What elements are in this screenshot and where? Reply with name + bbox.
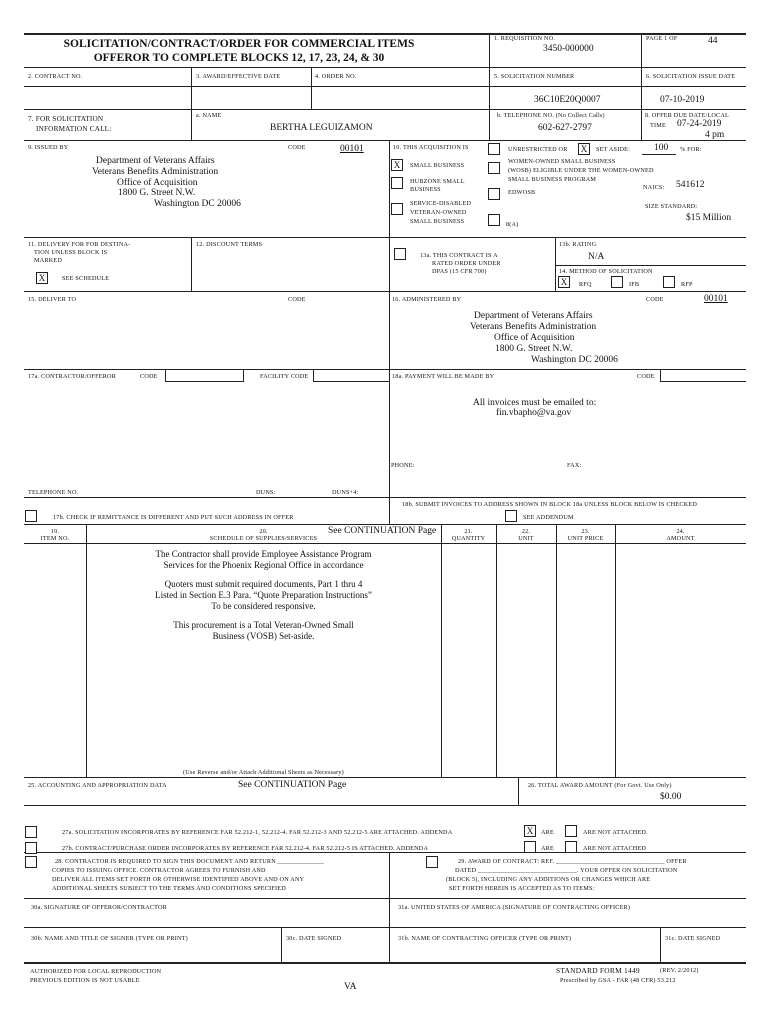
delivery-fob-label-3: MARKED: [34, 257, 63, 264]
clause-28-checkbox[interactable]: [25, 856, 37, 868]
issued-line4: 1800 G. Street N.W.: [118, 188, 196, 198]
submit-invoices-label: 18b. SUBMIT INVOICES TO ADDRESS SHOWN IN BLOCK 18a UNLESS BLOCK BELOW IS CHECKED: [402, 501, 698, 508]
clause-29-line1: 29. AWARD OF CONTRACT: REF. _________________________________ OFFER: [458, 858, 687, 865]
clause-28-line4: ADDITIONAL SHEETS SUBJECT TO THE TERMS AND CONDITIONS SPECIFIED: [52, 885, 286, 892]
setaside-label: SET ASIDE:: [596, 146, 631, 153]
rated-order-label-2: RATED ORDER UNDER: [432, 260, 501, 267]
footer-authorized: AUTHORIZED FOR LOCAL REPRODUCTION: [30, 968, 162, 975]
clause-29-line3: (BLOCK 5), INCLUDING ANY ADDITIONS OR CHANGES WHICH ARE: [446, 876, 651, 883]
rating-label: 13b. RATING: [559, 241, 597, 248]
invoice-instructions: All invoices must be emailed to:: [473, 398, 597, 408]
footer-prescribed: Prescribed by GSA - FAR (48 CFR) 53.212: [560, 977, 676, 984]
signature-co-label: 31a. UNITED STATES OF AMERICA (SIGNATURE OF CONTRACTING OFFICER): [398, 904, 631, 911]
ifb-checkbox[interactable]: [611, 276, 623, 288]
eight-a-label: 8(A): [506, 221, 519, 228]
see-addendum-label: SEE ADDENDUM: [523, 514, 574, 521]
desc-p2b: Listed in Section E.3 Para. “Quote Preparation Instructions”: [155, 590, 372, 600]
delivery-fob-label-2: TION UNLESS BLOCK IS: [34, 249, 108, 256]
edwosb-label: EDWOSB: [508, 189, 536, 196]
delivery-fob-label: 11. DELIVERY FOR FOB DESTINA-: [28, 241, 131, 248]
clause-28-line2: COPIES TO ISSUING OFFICE. CONTRACTOR AGREES TO FURNISH AND: [52, 867, 266, 874]
desc-p2c: To be considered responsive.: [211, 601, 316, 611]
clause-27b-checkbox[interactable]: [25, 842, 37, 854]
footer-standard-form: STANDARD FORM 1449: [556, 966, 640, 975]
total-award-label: 26. TOTAL AWARD AMOUNT (For Govt. Use Only): [528, 782, 672, 789]
small-business-label: SMALL BUSINESS: [410, 162, 465, 169]
order-no-label: 4. ORDER NO.: [315, 73, 357, 80]
accounting-label: 25. ACCOUNTING AND APPROPRIATION DATA: [28, 782, 167, 789]
award-date-label: 3. AWARD/EFFECTIVE DATE: [196, 73, 281, 80]
offer-due-time[interactable]: 4 pm: [705, 130, 725, 140]
schedule-footnote: (Use Reverse and/or Attach Additional Sheets as Necessary): [183, 769, 344, 776]
info-call-label-2: INFORMATION CALL:: [36, 125, 112, 133]
page-label: PAGE 1 OF: [646, 35, 678, 42]
col-amount-num: 24.: [676, 528, 685, 535]
clause-27a: 27a. SOLICITATION INCORPORATES BY REFERENCE FAR 52.212-1, 52.212-4. FAR 52.212-3 AND 52.212-5 ARE ATTACHED. ADDENDA: [62, 829, 453, 836]
clause-28-line3: DELIVER ALL ITEMS SET FORTH OR OTHERWISE IDENTIFIED ABOVE AND ON ANY: [52, 876, 305, 883]
payment-code-label: CODE: [637, 373, 655, 380]
are-not-label-2: ARE NOT ATTACHED: [583, 845, 647, 852]
ifb-label: IFB: [629, 281, 640, 288]
rated-order-checkbox[interactable]: [394, 248, 406, 260]
rfp-checkbox[interactable]: [663, 276, 675, 288]
telephone-label: b. TELEPHONE NO. (No Collect Calls): [497, 112, 605, 119]
name-label: a. NAME: [196, 112, 222, 119]
col-quantity: QUANTITY: [451, 535, 486, 542]
wosb-line2: (WOSB) ELIGIBLE UNDER THE WOMEN-OWNED: [508, 167, 654, 174]
col-quantity-num: 21.: [464, 528, 473, 535]
col-unit-price: UNIT PRICE: [567, 535, 604, 542]
issued-code[interactable]: 00101: [340, 144, 364, 154]
setaside-percent[interactable]: 100: [654, 143, 669, 153]
duns-label: DUNS:: [256, 489, 276, 496]
footer-previous: PREVIOUS EDITION IS NOT USABLE: [30, 977, 140, 984]
contract-no-label: 2. CONTRACT NO.: [28, 73, 83, 80]
are-label-2: ARE: [541, 845, 554, 852]
unrestricted-label: UNRESTRICTED OR: [508, 146, 568, 153]
wosb-line3: SMALL BUSINESS PROGRAM: [508, 176, 597, 183]
clause-28-line1: 28. CONTRACTOR IS REQUIRED TO SIGN THIS DOCUMENT AND RETURN ______________: [55, 858, 324, 865]
footer-va: VA: [344, 982, 357, 992]
page-count: 44: [708, 36, 718, 46]
solicitation-number[interactable]: 36C10E20Q0007: [534, 95, 601, 105]
desc-p2a: Quoters must submit required documents, Part 1 thru 4: [164, 579, 363, 589]
co-date-signed-label: 31c. DATE SIGNED: [665, 935, 721, 942]
are-not-attached-checkbox[interactable]: [565, 825, 577, 837]
invoice-email[interactable]: fin.vbapho@va.gov: [496, 408, 572, 418]
col-item-no: ITEM NO.: [40, 535, 70, 542]
col-unit: UNIT: [518, 535, 534, 542]
solicitation-date[interactable]: 07-10-2019: [660, 95, 705, 105]
facility-code-label: FACILITY CODE: [260, 373, 309, 380]
issued-line1: Department of Veterans Affairs: [96, 156, 215, 166]
telephone-no-label: TELEPHONE NO.: [28, 489, 79, 496]
issued-line5: Washington DC 20006: [154, 199, 241, 209]
sdvosb-line2: VETERAN-OWNED: [410, 209, 467, 216]
admin-line5: Washington DC 20006: [531, 355, 618, 365]
setaside-checkbox[interactable]: X: [578, 143, 590, 155]
rated-order-label-1: 13a. THIS CONTRACT IS A: [420, 252, 498, 259]
method-label: 14. METHOD OF SOLICITATION: [559, 268, 653, 275]
sdvosb-checkbox[interactable]: [391, 203, 403, 215]
requisition-label: 1. REQUISITION NO.: [494, 35, 556, 42]
percent-for-label: % FOR:: [680, 146, 702, 153]
admin-line2: Veterans Benefits Administration: [470, 322, 597, 332]
info-call-label: 7. FOR SOLICITATION: [28, 115, 104, 123]
time-label: TIME: [650, 122, 666, 129]
wosb-checkbox[interactable]: [488, 162, 500, 174]
rfp-label: RFP: [681, 281, 693, 288]
date-signed-label: 30c. DATE SIGNED: [286, 935, 342, 942]
payment-label: 18a. PAYMENT WILL BE MADE BY: [392, 373, 495, 380]
issued-line3: Office of Acquisition: [117, 178, 198, 188]
are-attached-checkbox-2[interactable]: [524, 841, 536, 853]
fax-label: FAX:: [567, 462, 582, 469]
rfq-checkbox[interactable]: X: [558, 276, 570, 288]
remittance-checkbox[interactable]: [25, 510, 37, 522]
administered-by-label: 16. ADMINISTERED BY: [392, 296, 462, 303]
admin-line4: 1800 G. Street N.W.: [495, 344, 573, 354]
duns4-label: DUNS+4:: [332, 489, 359, 496]
solicitation-number-label: 5. SOLICITATION NUMBER: [494, 73, 575, 80]
total-award-value[interactable]: $0.00: [660, 792, 682, 802]
are-label: ARE: [541, 829, 554, 836]
clause-27a-checkbox[interactable]: [25, 826, 37, 838]
col-amount: AMOUNT: [666, 535, 695, 542]
see-schedule-checkbox[interactable]: X: [36, 272, 48, 284]
schedule-see-continuation: See CONTINUATION Page: [328, 526, 437, 536]
payment-code-field[interactable]: [660, 369, 746, 382]
contractor-label: 17a. CONTRACTOR/OFFEROR: [28, 373, 117, 380]
see-schedule-label: SEE SCHEDULE: [62, 275, 110, 282]
hubzone-line2: BUSINESS: [410, 186, 441, 193]
are-not-attached-checkbox-2[interactable]: [565, 841, 577, 853]
hubzone-line1: HUBZONE SMALL: [410, 178, 465, 185]
deliver-code-label: CODE: [288, 296, 306, 303]
naics-value[interactable]: 541612: [676, 180, 705, 190]
facility-code-field[interactable]: [313, 369, 389, 382]
contact-name[interactable]: BERTHA LEGUIZAMON: [270, 123, 373, 133]
are-not-label: ARE NOT ATTACHED.: [583, 829, 648, 836]
desc-p1b: Services for the Phoenix Regional Office in accordance: [163, 560, 364, 570]
contractor-code-label: CODE: [140, 373, 158, 380]
telephone-value[interactable]: 602-627-2797: [538, 123, 592, 133]
col-schedule-num: 20.: [259, 528, 268, 535]
form-title-line2: OFFEROR TO COMPLETE BLOCKS 12, 17, 23, 24, & 30: [93, 52, 385, 64]
requisition-value[interactable]: 3450-000000: [543, 44, 594, 54]
size-standard-value[interactable]: $15 Million: [686, 213, 732, 223]
footer-revision: (REV. 2/2012): [660, 967, 699, 974]
admin-line1: Department of Veterans Affairs: [474, 311, 593, 321]
naics-label: NAICS:: [643, 184, 665, 191]
see-addendum-checkbox[interactable]: [505, 510, 517, 522]
signer-name-label: 30b. NAME AND TITLE OF SIGNER (TYPE OR PRINT): [31, 935, 188, 942]
admin-code-label: CODE: [646, 296, 664, 303]
rating-value[interactable]: N/A: [588, 252, 605, 262]
solicitation-date-label: 6. SOLICITATION ISSUE DATE: [646, 73, 736, 80]
edwosb-checkbox[interactable]: [488, 188, 500, 200]
sdvosb-line3: SMALL BUSINESS: [410, 218, 465, 225]
desc-p3b: Business (VOSB) Set-aside.: [212, 631, 315, 641]
signature-offeror-label: 30a. SIGNATURE OF OFFEROR/CONTRACTOR: [31, 904, 168, 911]
admin-code[interactable]: 00101: [704, 294, 728, 304]
clause-29-line2: DATED ______________________________. YOUR OFFER ON SOLICITATION: [455, 867, 678, 874]
phone-label: PHONE:: [391, 462, 415, 469]
clause-29-line4: SET FORTH HEREIN IS ACCEPTED AS TO ITEMS:: [449, 885, 595, 892]
offer-due-date[interactable]: 07-24-2019: [677, 119, 722, 129]
discount-terms-label: 12. DISCOUNT TERMS: [196, 241, 263, 248]
desc-p1a: The Contractor shall provide Employee Assistance Program: [155, 549, 372, 559]
rated-order-label-3: DPAS (15 CFR 700): [432, 268, 487, 275]
col-item-no-num: 19.: [50, 528, 60, 535]
issued-code-label: CODE: [288, 144, 306, 151]
size-standard-label: SIZE STANDARD:: [645, 203, 698, 210]
sdvosb-line1: SERVICE-DISABLED: [410, 200, 472, 207]
eight-a-checkbox[interactable]: [488, 214, 500, 226]
unrestricted-checkbox[interactable]: [488, 143, 500, 155]
offer-due-label: 8. OFFER DUE DATE/LOCAL: [645, 112, 730, 119]
accounting-value: See CONTINUATION Page: [238, 780, 347, 790]
remittance-label: 17b. CHECK IF REMITTANCE IS DIFFERENT AND PUT SUCH ADDRESS IN OFFER: [53, 514, 294, 521]
col-schedule: SCHEDULE OF SUPPLIES/SERVICES: [209, 535, 318, 542]
contractor-code-field[interactable]: [165, 369, 244, 382]
col-unit-price-num: 23.: [581, 528, 590, 535]
acquisition-label: 10. THIS ACQUISITION IS: [393, 144, 469, 151]
deliver-to-label: 15. DELIVER TO: [28, 296, 77, 303]
col-unit-num: 22.: [521, 528, 531, 535]
schedule-description: [86, 549, 441, 642]
rfq-label: RFQ: [579, 281, 592, 288]
are-attached-checkbox[interactable]: X: [524, 825, 536, 837]
clause-27b: 27b. CONTRACT/PURCHASE ORDER INCORPORATES BY REFERENCE FAR 52.212-4. FAR 52.212-5 IS ATTACHED. ADDENDA: [62, 845, 429, 852]
clause-29-checkbox[interactable]: [426, 856, 438, 868]
desc-p3a: This procurement is a Total Veteran-Owned Small: [173, 620, 354, 630]
hubzone-checkbox[interactable]: [391, 177, 403, 189]
wosb-line1: WOMEN-OWNED SMALL BUSINESS: [508, 158, 616, 165]
issued-by-label: 9. ISSUED BY: [28, 144, 69, 151]
issued-line2: Veterans Benefits Administration: [92, 167, 219, 177]
admin-line3: Office of Acquisition: [494, 333, 575, 343]
form-title-line1: SOLICITATION/CONTRACT/ORDER FOR COMMERCIAL ITEMS: [63, 38, 415, 50]
co-name-label: 31b. NAME OF CONTRACTING OFFICER (TYPE OR PRINT): [398, 935, 572, 942]
small-business-checkbox[interactable]: X: [391, 159, 403, 171]
